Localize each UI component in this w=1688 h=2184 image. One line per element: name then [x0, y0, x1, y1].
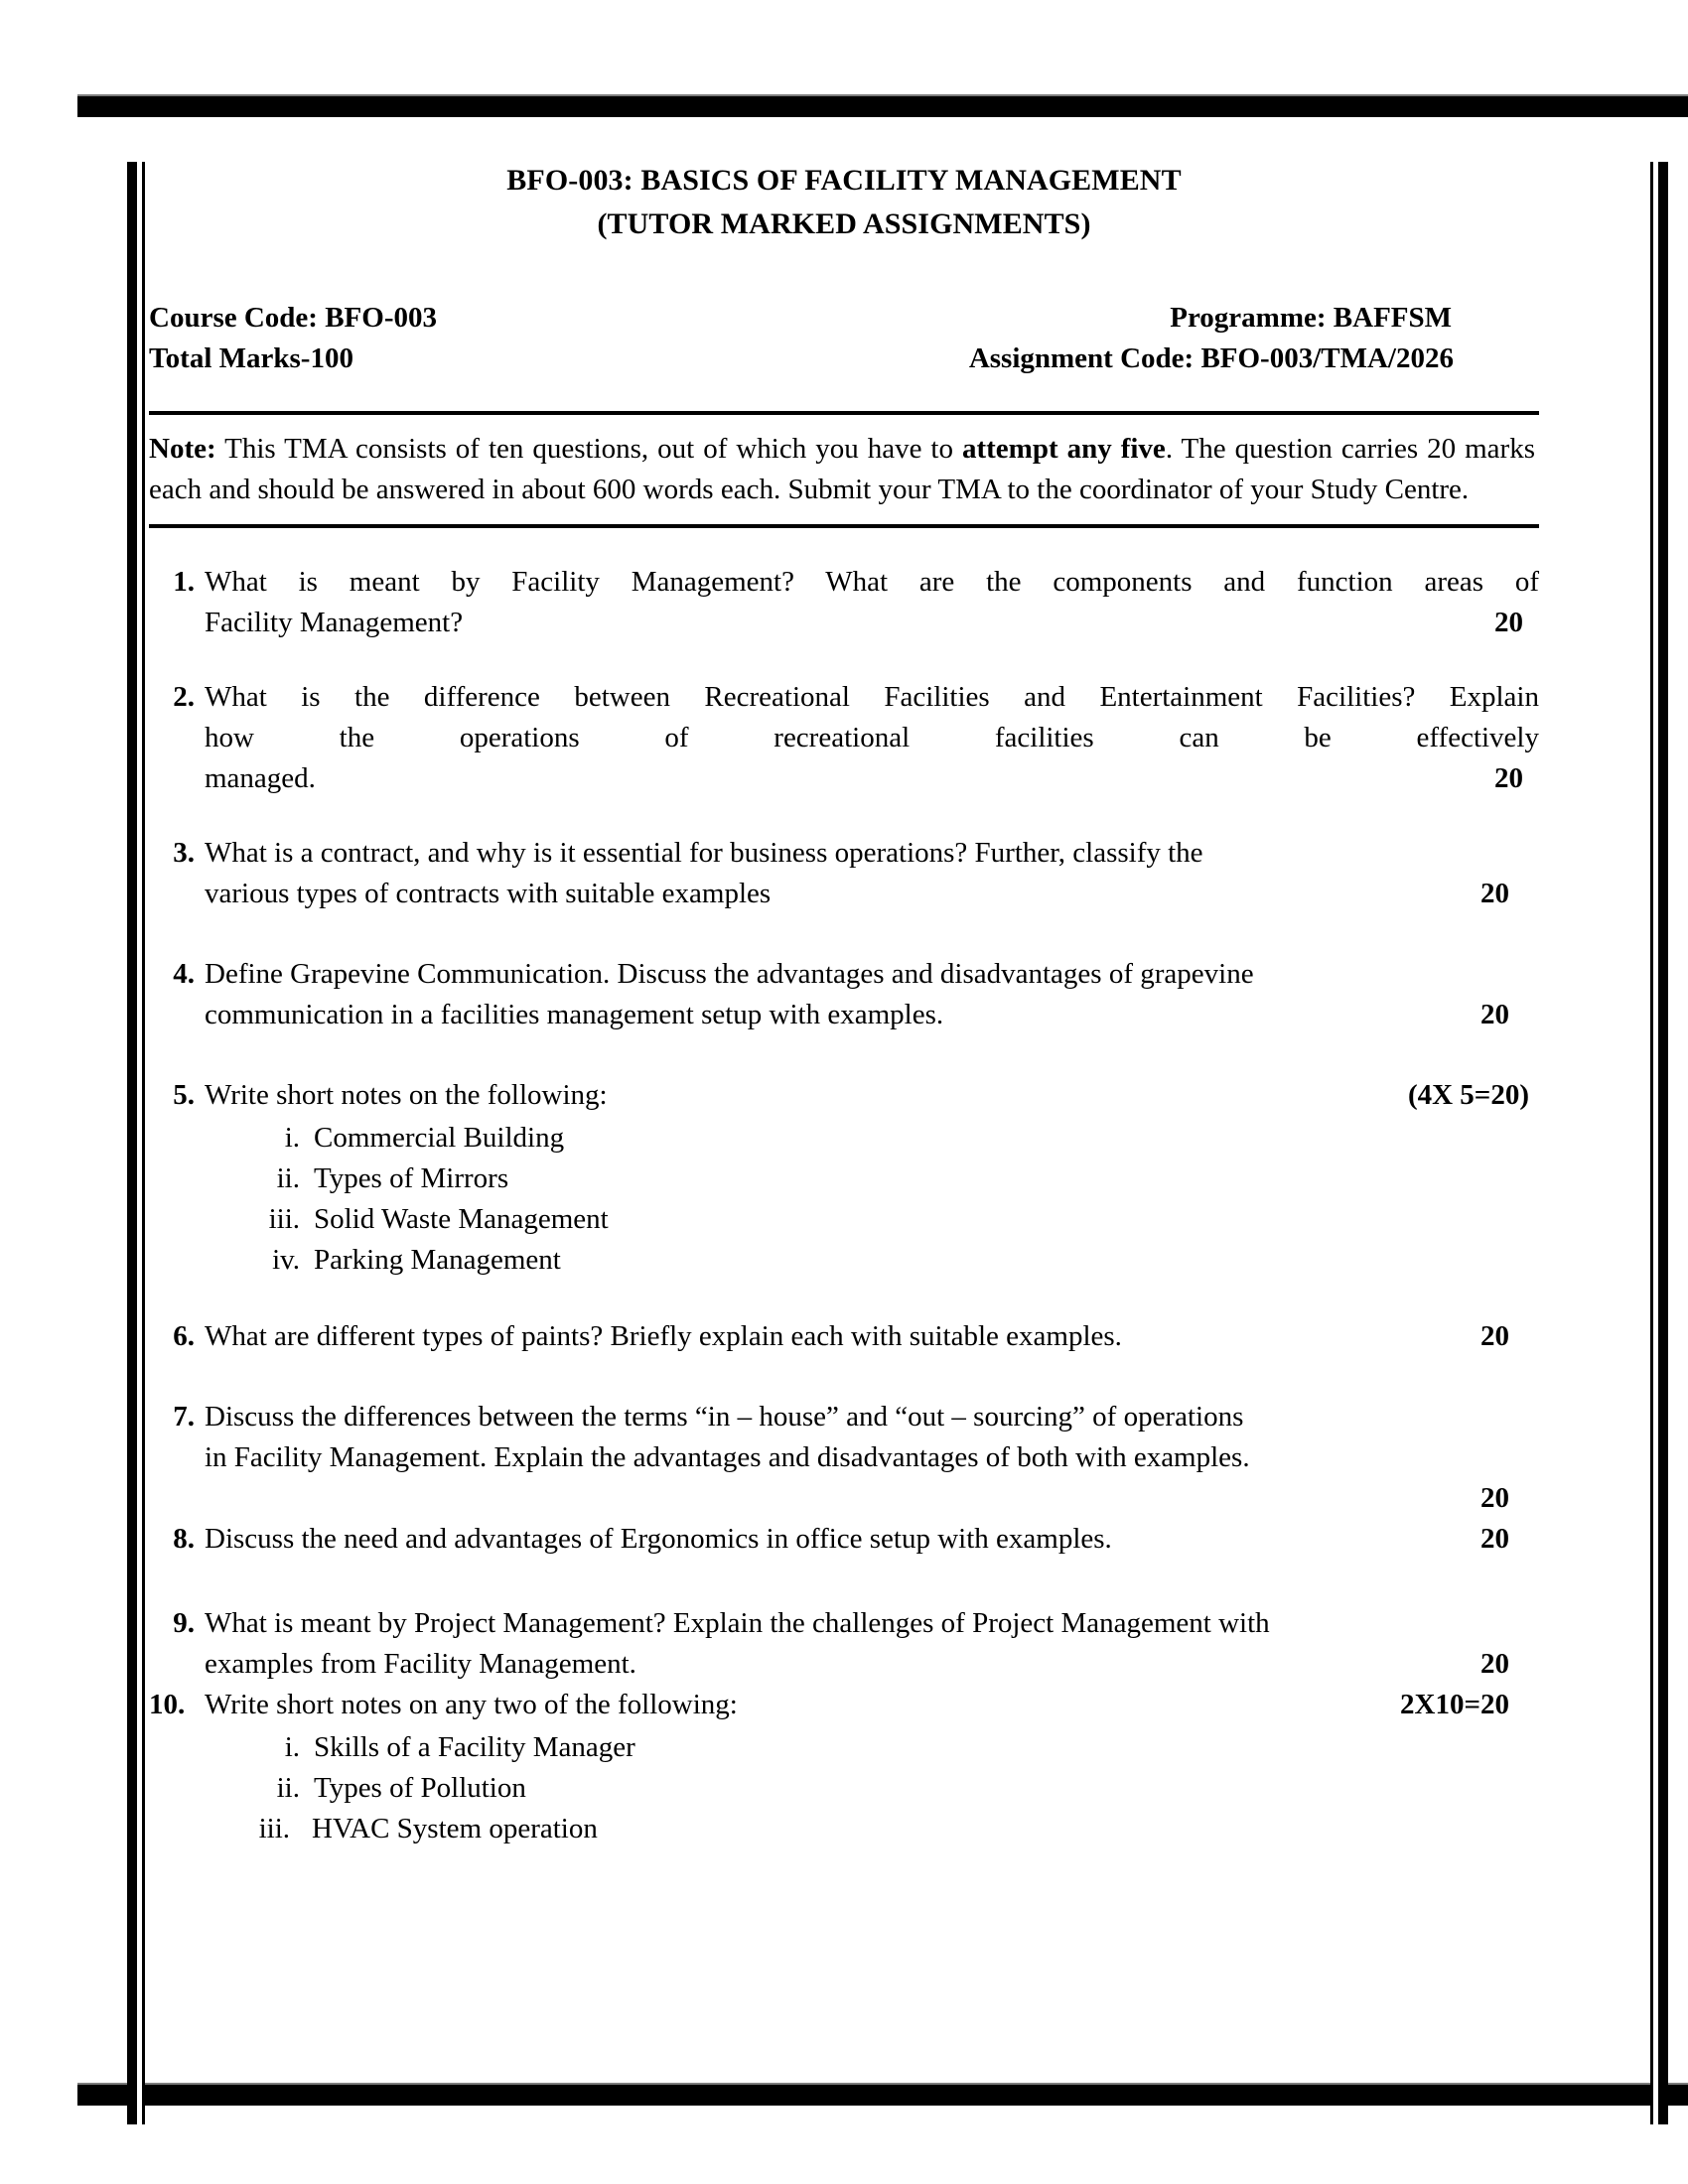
question-text-line: examples from Facility Management.	[205, 1648, 636, 1680]
question-marks: 2X10=20	[1400, 1689, 1509, 1720]
question-marks: 20	[1480, 1648, 1509, 1680]
question-body	[205, 954, 1539, 1035]
note-text-part-1: This TMA consists of ten questions, out of which you have to	[215, 433, 962, 465]
question-marks: 20	[1480, 1523, 1509, 1555]
question-subitem	[252, 1727, 1539, 1768]
page-frame-bottom-bar	[77, 2083, 1688, 2106]
question-subitem	[252, 1768, 1539, 1809]
document-body	[149, 159, 1539, 1849]
question-body	[205, 677, 1539, 799]
question-text-line-with-marks	[205, 603, 1539, 643]
course-meta	[149, 298, 1539, 379]
question-marks: (4X 5=20)	[1407, 1079, 1529, 1111]
question-text-line: Discuss the need and advantages of Ergonomics in office setup with examples.	[205, 1523, 1112, 1555]
question-subitem-list	[252, 1118, 1539, 1281]
subitem-label: Parking Management	[314, 1244, 561, 1276]
assignment-code: Assignment Code: BFO-003/TMA/2026	[968, 342, 1454, 374]
course-code: Course Code: BFO-003	[149, 302, 437, 334]
question-item	[149, 677, 1539, 799]
meta-row-2	[149, 339, 1539, 379]
question-text-line: What is meant by Facility Management? What are the components and function areas of	[205, 566, 1539, 598]
question-number: 6.	[173, 1320, 195, 1352]
page-frame-top-bar	[77, 94, 1688, 117]
question-text-line-with-marks	[205, 1316, 1539, 1357]
question-text-line-with-marks	[205, 874, 1539, 914]
question-text-line: Discuss the differences between the terms “in – house” and “out – sourcing” of operations	[205, 1401, 1244, 1433]
question-number: 8.	[173, 1523, 195, 1555]
question-subitem-list	[252, 1727, 1539, 1849]
subitem-roman: ii.	[276, 1162, 300, 1194]
question-text-line: in Facility Management. Explain the advantages and disadvantages of both with examples.	[205, 1441, 1250, 1473]
question-body	[205, 1685, 1539, 1849]
question-text-line-with-marks	[205, 1075, 1539, 1116]
programme: Programme: BAFFSM	[1170, 302, 1452, 334]
page-frame-left-rule	[127, 162, 145, 2124]
question-item	[149, 562, 1539, 643]
question-body	[205, 833, 1539, 914]
question-text-line: What is a contract, and why is it essential for business operations? Further, classify the	[205, 837, 1203, 869]
question-item	[149, 1603, 1539, 1685]
question-text-line-with-marks	[205, 758, 1539, 799]
question-text-line-with-marks	[205, 995, 1539, 1035]
question-number: 9.	[173, 1607, 195, 1639]
note-label: Note:	[149, 433, 216, 465]
question-text-line-with-marks	[205, 1519, 1539, 1560]
question-text-line-with-marks	[205, 1685, 1539, 1725]
subitem-roman: iii.	[258, 1813, 290, 1844]
question-list	[149, 562, 1539, 1849]
question-body	[205, 1603, 1539, 1685]
subitem-label: Types of Mirrors	[314, 1162, 509, 1194]
question-body	[205, 1397, 1539, 1519]
subitem-label: Skills of a Facility Manager	[314, 1731, 635, 1763]
title-line-2: (TUTOR MARKED ASSIGNMENTS)	[597, 207, 1091, 240]
question-text-line: communication in a facilities management setup with examples.	[205, 999, 944, 1030]
question-item	[149, 833, 1539, 914]
question-marks: 20	[1480, 999, 1509, 1030]
question-body	[205, 1075, 1539, 1281]
subitem-roman: iii.	[268, 1203, 300, 1235]
question-number: 7.	[173, 1401, 195, 1433]
question-marks: 20	[1494, 607, 1523, 638]
question-text-line-with-marks	[205, 1644, 1539, 1685]
question-item	[149, 1685, 1539, 1849]
subitem-label: Commercial Building	[314, 1122, 565, 1154]
question-text-line: What is meant by Project Management? Explain the challenges of Project Management with	[205, 1607, 1270, 1639]
total-marks: Total Marks-100	[149, 342, 353, 374]
question-number: 10.	[149, 1689, 186, 1720]
page-title	[149, 159, 1539, 246]
question-subitem	[252, 1199, 1539, 1240]
question-number: 3.	[173, 837, 195, 869]
note-text	[149, 429, 1535, 510]
question-item	[149, 1397, 1539, 1519]
question-marks: 20	[1494, 762, 1523, 794]
question-text-line: Write short notes on any two of the following:	[205, 1689, 738, 1720]
meta-row-1	[149, 298, 1539, 339]
question-body	[205, 1519, 1539, 1560]
subitem-label: Solid Waste Management	[314, 1203, 609, 1235]
question-item	[149, 1075, 1539, 1281]
question-text-line: Write short notes on the following:	[205, 1079, 608, 1111]
question-text-line: managed.	[205, 762, 316, 794]
page-frame-right-rule	[1650, 162, 1668, 2124]
subitem-roman: i.	[284, 1731, 300, 1763]
question-marks: 20	[1480, 1482, 1509, 1514]
question-body	[205, 562, 1539, 643]
question-text-line: Define Grapevine Communication. Discuss the advantages and disadvantages of grapevine	[205, 958, 1254, 990]
question-text-line: Facility Management?	[205, 607, 464, 638]
question-text-line: how the operations of recreational facilities can be effectively	[205, 722, 1539, 753]
question-body	[205, 1316, 1539, 1357]
question-subitem	[234, 1809, 1539, 1849]
note-emphasis: attempt any five	[961, 433, 1166, 465]
question-number: 5.	[173, 1079, 195, 1111]
question-marks: 20	[1480, 1320, 1509, 1352]
question-item	[149, 1519, 1539, 1560]
subitem-roman: ii.	[276, 1772, 300, 1804]
question-text-line: What is the difference between Recreational Facilities and Entertainment Facilities? Explain	[205, 681, 1539, 713]
question-number: 2.	[173, 681, 195, 713]
question-text-line: various types of contracts with suitable examples	[205, 878, 772, 909]
question-subitem	[252, 1118, 1539, 1159]
subitem-label: Types of Pollution	[314, 1772, 526, 1804]
question-marks: 20	[1480, 878, 1509, 909]
note-text-part-2: . The question carries 20 marks each and should be answered in about 600 words each. Submit your TMA to the coordinator of your Study Centre.	[149, 433, 1535, 505]
question-subitem	[252, 1159, 1539, 1199]
subitem-label: HVAC System operation	[312, 1813, 598, 1844]
question-item	[149, 954, 1539, 1035]
subitem-roman: i.	[284, 1122, 300, 1154]
title-line-1: BFO-003: BASICS OF FACILITY MANAGEMENT	[506, 164, 1182, 197]
question-text-line: What are different types of paints? Briefly explain each with suitable examples.	[205, 1320, 1122, 1352]
question-item	[149, 1316, 1539, 1357]
question-number: 4.	[173, 958, 195, 990]
question-subitem	[252, 1240, 1539, 1281]
note-box	[149, 411, 1539, 528]
subitem-roman: iv.	[272, 1244, 300, 1276]
question-number: 1.	[173, 566, 195, 598]
